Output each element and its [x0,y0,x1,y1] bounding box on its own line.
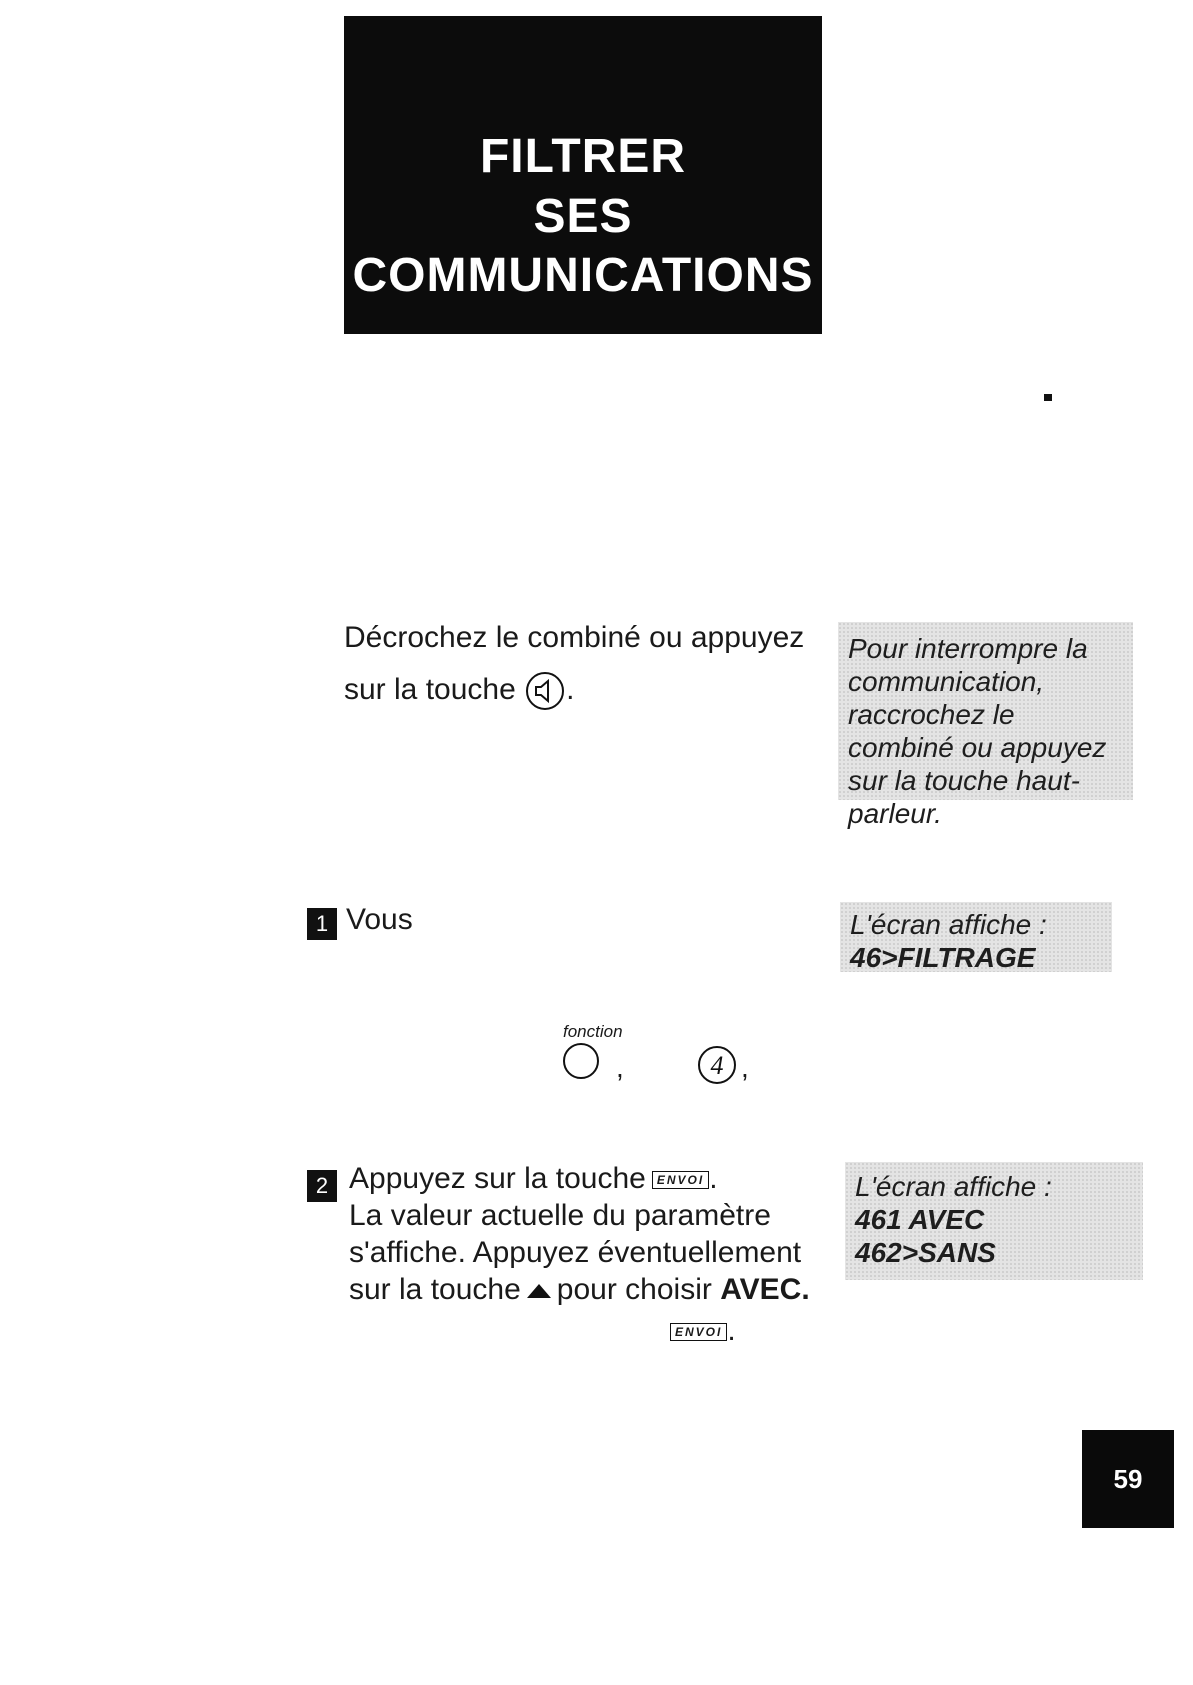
function-key-icon [562,1042,600,1080]
step2-line1 [349,1160,829,1197]
svg-text:4: 4 [710,1051,724,1080]
screen-value-avec: 461 AVEC [855,1204,985,1235]
page-number-tab: 59 [1082,1430,1174,1528]
step2-line3: s'affiche. Appuyez éventuellement [349,1236,802,1269]
step2-line4-prefix: sur la touche [349,1273,521,1306]
speaker-key-icon [524,670,566,712]
function-key-label: fonction [563,1022,623,1041]
step-number-1: 1 [307,908,337,940]
step2-line4 [349,1271,829,1308]
screen-display-step2 [845,1162,1143,1280]
intro-line1: Décrochez le combiné ou appuyez [344,621,805,654]
envoi-key-icon: ENVOI [652,1171,709,1189]
intro-line2 [344,664,814,716]
chapter-title-line3: COMMUNICATIONS [352,249,814,302]
digit-key-4-icon [697,1045,737,1085]
envoi-key-icon: ENVOI [670,1323,727,1341]
step2-line1-prefix: Appuyez sur la touche [349,1162,646,1195]
hangup-note: Pour interrompre la communication, raccrochez le combiné ou appuyez sur la touche haut-parleur. [838,622,1133,800]
step-number-2: 2 [307,1170,337,1202]
step2-paragraph [349,1160,829,1308]
intro-line2-prefix: sur la touche [344,673,516,706]
step2-line2: La valeur actuelle du paramètre [349,1199,771,1232]
scan-speck [1044,394,1052,401]
step1-text: Vous [346,903,413,936]
screen-value-sans: 462>SANS [855,1237,996,1268]
screen-label: L'écran affiche : [850,909,1047,940]
step2-envoi-period: . [727,1314,736,1347]
chapter-title-block [344,16,822,334]
screen-label: L'écran affiche : [855,1171,1052,1202]
chapter-title-line2: SES [533,190,633,243]
chapter-title-line1: FILTRER [479,130,687,183]
screen-value: 46>FILTRAGE [850,942,1036,973]
step2-option-avec: AVEC. [720,1273,810,1306]
screen-display-step1 [840,902,1112,972]
step2-envoi-repeat [664,1314,736,1348]
step2-line4-mid: pour choisir [556,1273,712,1306]
separator: , [616,1052,624,1083]
step2-line1-period: . [709,1162,718,1195]
intro-paragraph [344,612,814,716]
separator: , [741,1052,749,1083]
up-arrow-key-icon [527,1284,551,1298]
intro-line2-suffix: . [566,673,575,706]
